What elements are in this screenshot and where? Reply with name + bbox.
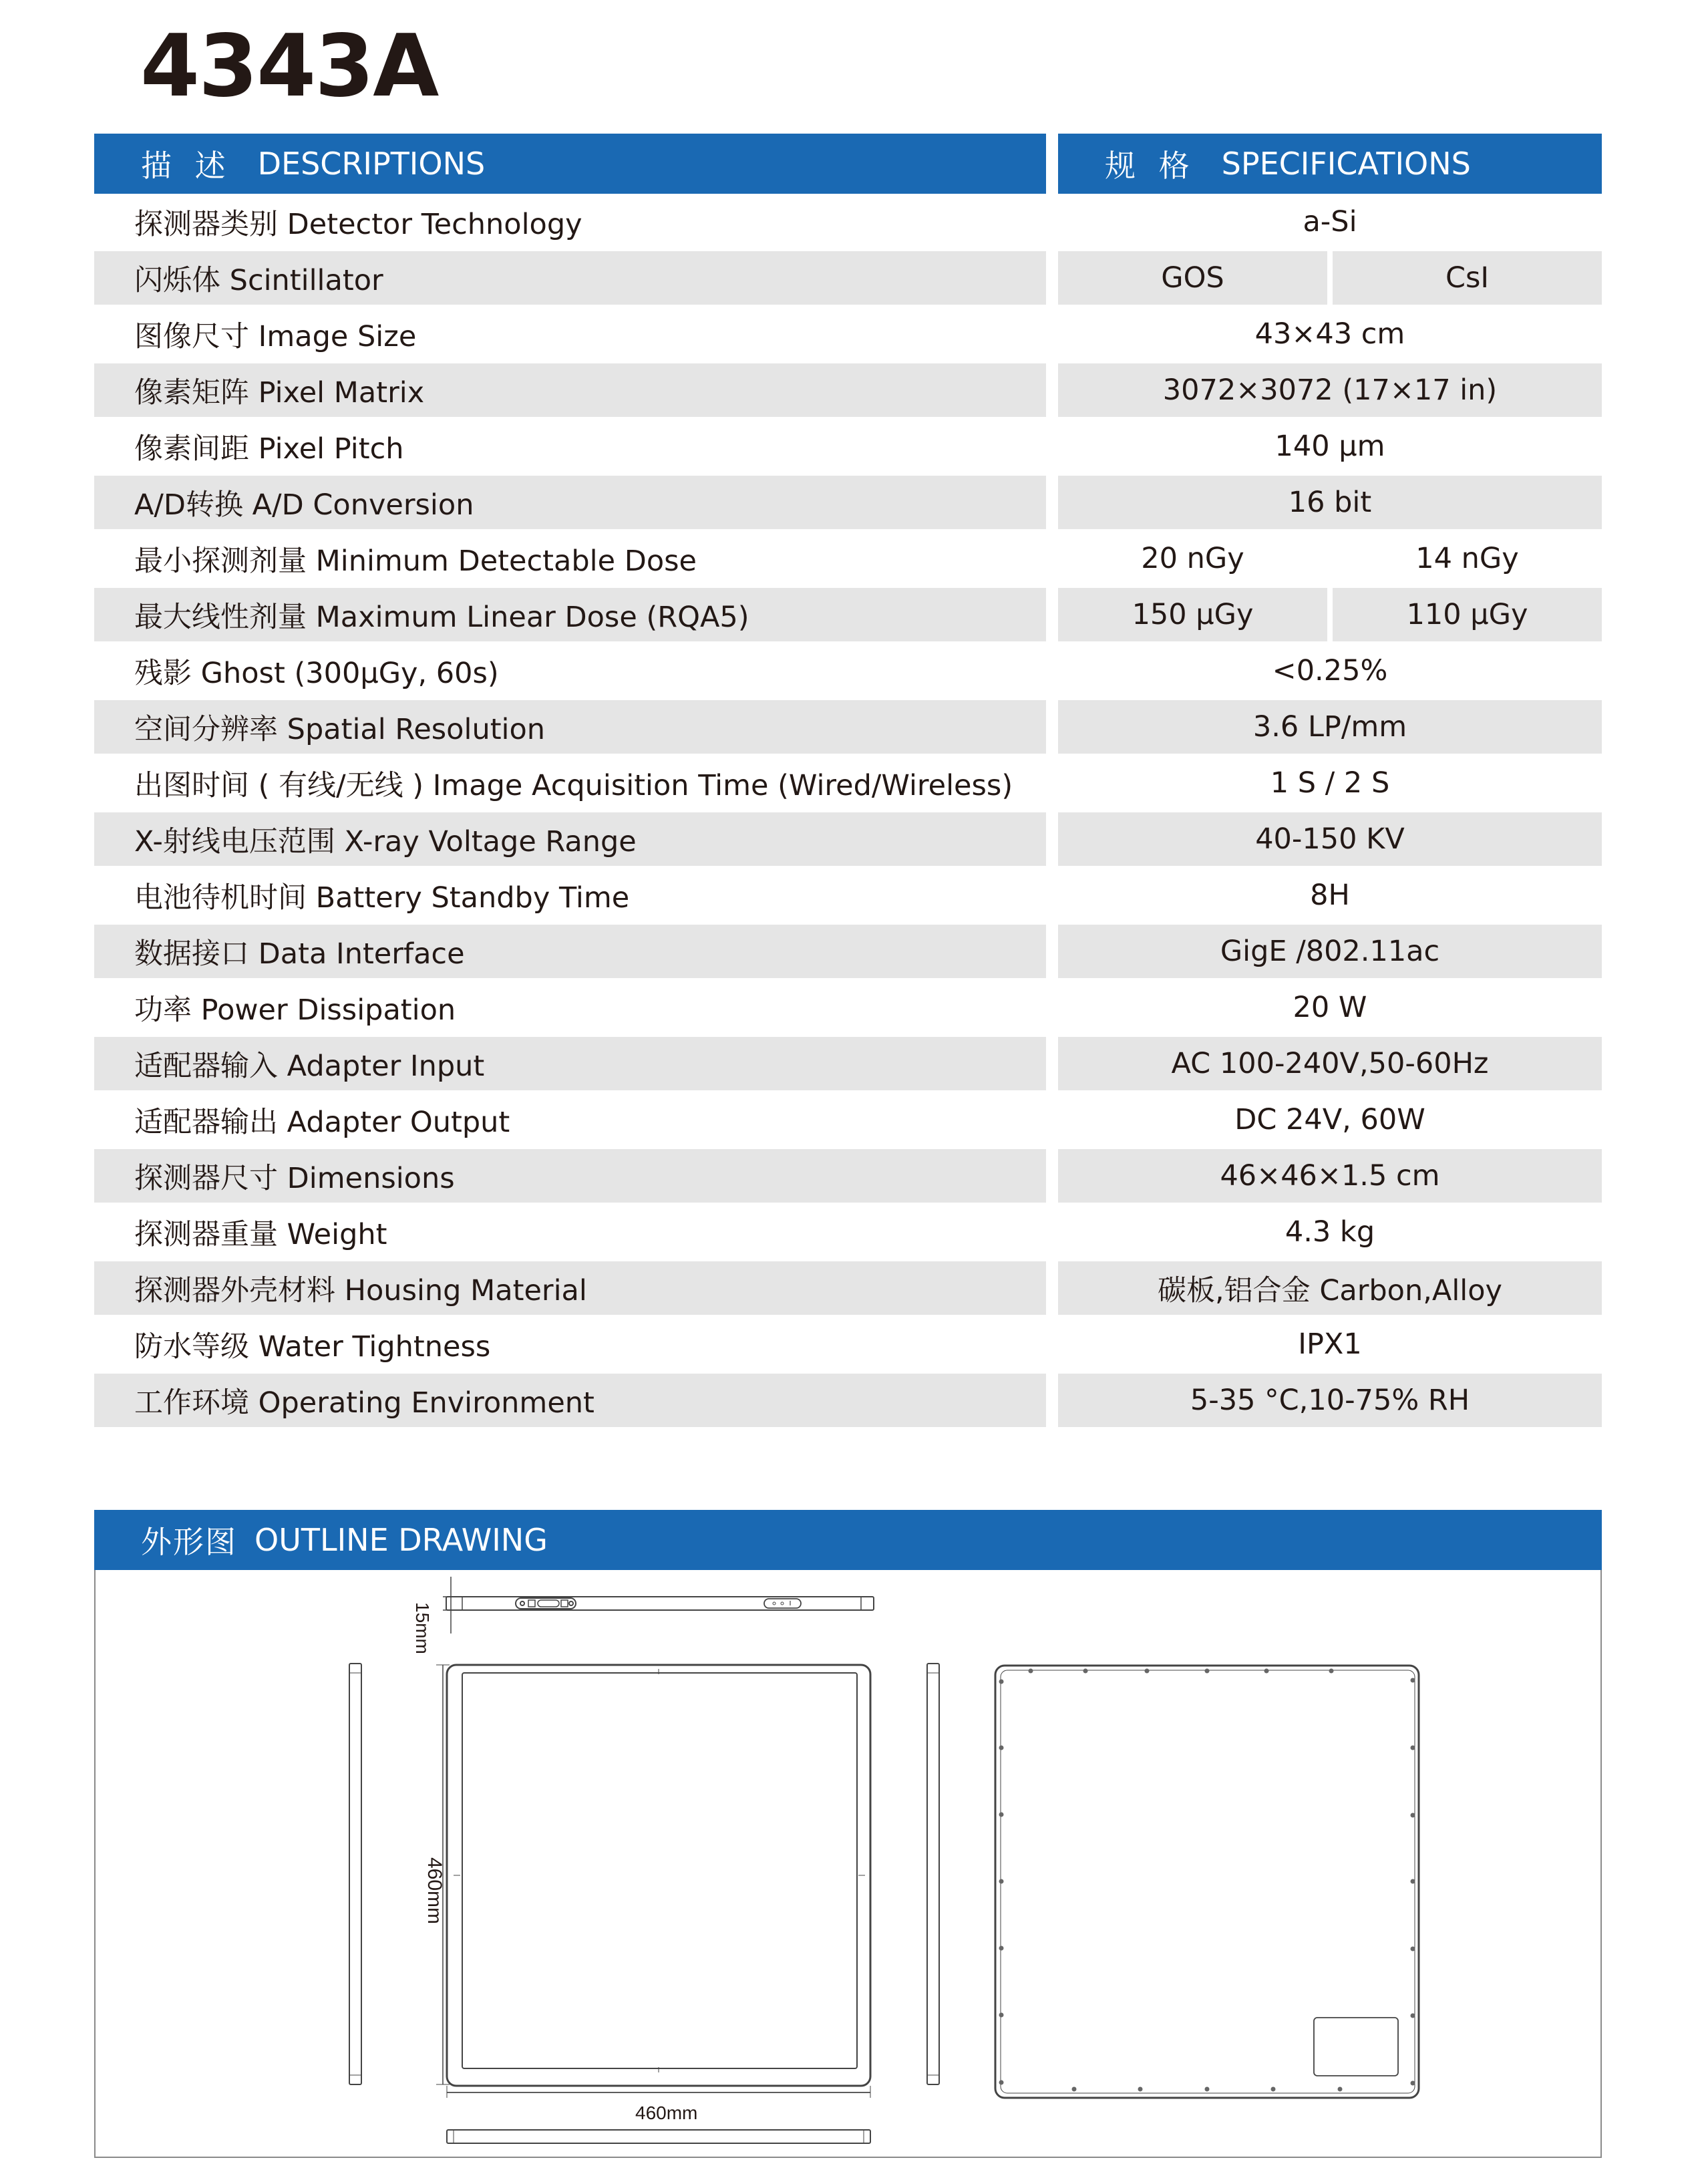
spec-value: <0.25% [1272,654,1388,687]
width-dimension-label: 460mm [635,2102,698,2123]
back-view [995,1666,1419,2098]
spec-values [1058,363,1602,417]
spec-label: 电池待机时间 Battery Standby Time [134,881,630,915]
spec-value: 20 W [1293,991,1367,1024]
spec-value: 150 μGy [1058,588,1327,641]
spec-label: 防水等级 Water Tightness [134,1330,491,1364]
spec-label: X-射线电压范围 X-ray Voltage Range [94,812,1046,866]
spec-values [1058,1149,1602,1203]
spec-values [1058,194,1602,250]
spec-label: 探测器外壳材料 Housing Material [94,1261,1046,1315]
spec-value: 140 μm [1274,430,1385,463]
left-side-view [349,1664,361,2084]
spec-value: 5-35 °C,10-75% RH [1058,1374,1602,1427]
spec-values [1058,812,1602,866]
back-view-screws [999,1669,1415,2092]
spec-values [1058,1204,1602,1260]
spec-values [1058,530,1602,587]
table-row [94,194,1602,250]
table-row [94,979,1602,1036]
spec-value: GOS [1058,251,1327,305]
table-row [94,643,1602,699]
spec-label: 适配器输入 Adapter Input [94,1037,1046,1090]
spec-values [1058,251,1602,305]
spec-value: 43×43 cm [1254,317,1405,351]
spec-label: 最小探测剂量 Minimum Detectable Dose [134,544,697,578]
table-row [94,474,1602,530]
table-row [94,418,1602,474]
table-row [94,1316,1602,1372]
table-row [94,1260,1602,1316]
outline-drawing-frame [94,1570,1602,2158]
table-row [94,362,1602,418]
table-row [94,306,1602,362]
spec-value: 4.3 kg [1285,1215,1375,1249]
spec-value: CsI [1333,251,1602,305]
spec-label: 数据接口 Data Interface [94,925,1046,978]
bottom-side-view [447,2130,870,2143]
spec-value: a-Si [1303,205,1357,239]
spec-value: 8H [1310,879,1350,912]
spec-label: 适配器输出 Adapter Output [134,1105,510,1139]
spec-table [94,134,1602,1428]
table-row [94,250,1602,306]
table-row [94,1204,1602,1260]
spec-label: 像素间距 Pixel Pitch [134,432,404,466]
table-row [94,1148,1602,1204]
spec-label: 残影 Ghost (300μGy, 60s) [134,656,499,690]
spec-label: 工作环境 Operating Environment [94,1374,1046,1427]
spec-value: 20 nGy [1141,542,1244,575]
outline-header-cn: 外形图 [141,1524,237,1560]
outline-header-en: OUTLINE DRAWING [254,1522,548,1558]
spec-value: DC 24V, 60W [1234,1103,1425,1136]
height-dimension-label: 460mm [423,1857,446,1925]
spec-value: IPX1 [1298,1328,1362,1361]
table-row [94,923,1602,979]
spec-values [1058,979,1602,1036]
spec-values [1058,1092,1602,1148]
spec-values [1058,1316,1602,1372]
spec-values [1058,1037,1602,1090]
spec-value: 16 bit [1058,476,1602,529]
spec-label: 出图时间 ( 有线/无线 ) Image Acquisition Time (Wired/Wireless) [134,768,1013,802]
model-title: 4343A [140,17,438,116]
spec-values [1058,925,1602,978]
spec-value: 3072×3072 (17×17 in) [1058,363,1602,417]
spec-label: 空间分辨率 Spatial Resolution [94,700,1046,754]
spec-label: 探测器尺寸 Dimensions [94,1149,1046,1203]
spec-value: AC 100-240V,50-60Hz [1058,1037,1602,1090]
spec-value: 1 S / 2 S [1270,766,1390,800]
spec-value: 3.6 LP/mm [1058,700,1602,754]
outline-header [94,1510,1602,1570]
descriptions-header [94,134,1046,194]
spec-values [1058,418,1602,474]
descriptions-header-en: DESCRIPTIONS [257,146,486,182]
spec-values [1058,476,1602,529]
table-row [94,1372,1602,1428]
table-row [94,1036,1602,1092]
top-side-view [443,1577,874,1633]
spec-value: 110 μGy [1333,588,1602,641]
table-row [94,1092,1602,1148]
spec-label: 最大线性剂量 Maximum Linear Dose (RQA5) [94,588,1046,641]
right-side-view [927,1664,939,2084]
spec-label: 功率 Power Dissipation [134,993,456,1027]
spec-label: 闪烁体 Scintillator [94,251,1046,305]
table-row [94,530,1602,587]
spec-values [1058,700,1602,754]
spec-value: 40-150 KV [1058,812,1602,866]
outline-drawing [96,1570,1603,2158]
outline-section [94,1510,1602,2158]
spec-label: 探测器重量 Weight [134,1217,387,1251]
spec-label: A/D转换 A/D Conversion [94,476,1046,529]
spec-value: 46×46×1.5 cm [1058,1149,1602,1203]
specifications-header-cn: 规 格 [1105,148,1196,184]
spec-values [1058,588,1602,641]
spec-values [1058,643,1602,699]
spec-value: GigE /802.11ac [1058,925,1602,978]
spec-value: 14 nGy [1415,542,1519,575]
table-row [94,587,1602,643]
spec-values [1058,1261,1602,1315]
table-row [94,811,1602,867]
spec-label: 像素矩阵 Pixel Matrix [94,363,1046,417]
table-header [94,134,1602,194]
front-view [436,1665,870,2098]
spec-label: 探测器类别 Detector Technology [134,207,582,241]
specifications-header-en: SPECIFICATIONS [1221,146,1471,182]
spec-values [1058,755,1602,811]
spec-values [1058,867,1602,923]
spec-label: 图像尺寸 Image Size [134,319,417,353]
table-row [94,699,1602,755]
spec-values [1058,1374,1602,1427]
specifications-header [1058,134,1602,194]
spec-value: 碳板,铝合金 Carbon,Alloy [1058,1261,1602,1315]
table-row [94,755,1602,811]
descriptions-header-cn: 描 述 [141,148,232,184]
thickness-dimension-label: 15mm [412,1602,433,1654]
spec-values [1058,306,1602,362]
table-row [94,867,1602,923]
table-body [94,194,1602,1428]
